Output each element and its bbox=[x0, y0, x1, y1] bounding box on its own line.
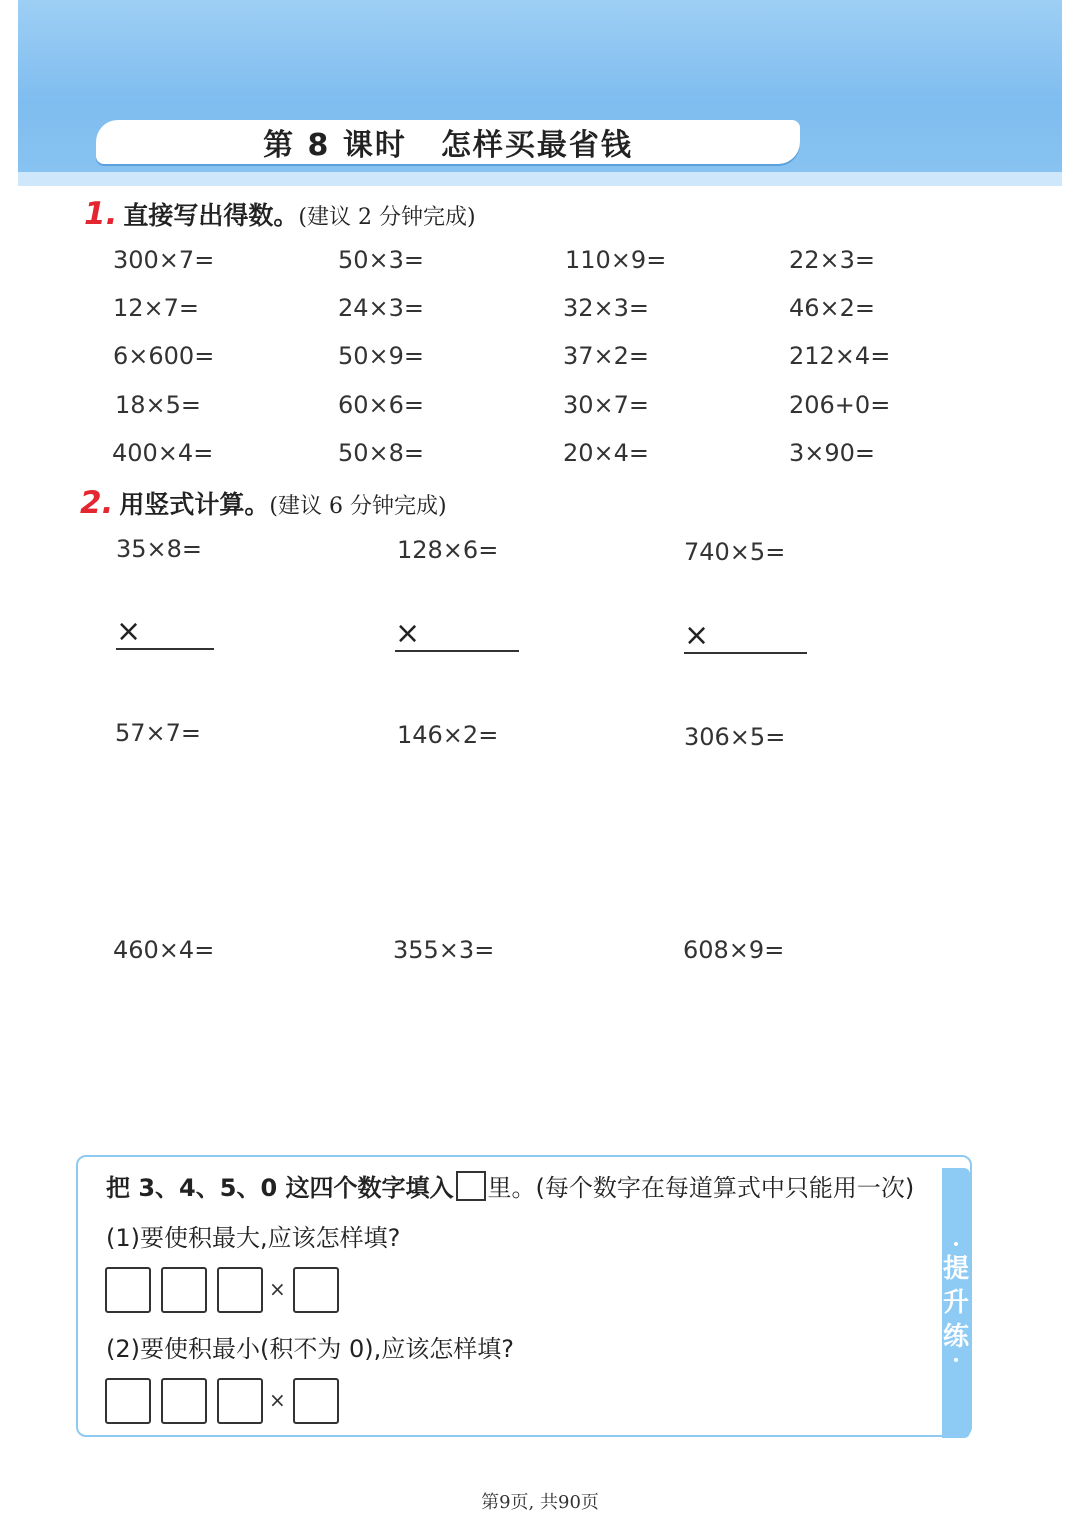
vertical-times-sign: × bbox=[684, 618, 710, 653]
side-tab-improve bbox=[942, 1168, 970, 1438]
oral-calc-item: 12×7= bbox=[113, 294, 200, 322]
vertical-calc-item: 128×6= bbox=[397, 536, 499, 564]
side-tab-char: 升 bbox=[942, 1288, 969, 1318]
vertical-calc-item: 740×5= bbox=[684, 538, 786, 566]
oral-calc-item: 110×9= bbox=[565, 246, 667, 274]
section1-title: 直接写出得数。 bbox=[123, 201, 299, 230]
lesson-title: 怎样买最省钱 bbox=[440, 128, 633, 163]
oral-calc-item: 20×4= bbox=[563, 439, 650, 467]
oral-calc-item: 46×2= bbox=[789, 294, 876, 322]
header-stripe bbox=[18, 172, 1062, 186]
section2-title: 用竖式计算。 bbox=[119, 490, 270, 519]
oral-calc-item: 300×7= bbox=[113, 246, 215, 274]
vertical-calc-item: 306×5= bbox=[684, 723, 786, 751]
oral-calc-item: 50×3= bbox=[338, 246, 425, 274]
oral-calc-item: 50×9= bbox=[338, 342, 425, 370]
vertical-calc-item: 460×4= bbox=[113, 936, 215, 964]
lesson-title-bar bbox=[96, 120, 800, 164]
side-tab-char: 提 bbox=[942, 1254, 969, 1284]
side-tab-dot: • bbox=[951, 1353, 961, 1369]
vertical-answer-line bbox=[395, 650, 519, 652]
answer-box[interactable] bbox=[161, 1267, 207, 1313]
practice-instruction bbox=[106, 1168, 914, 1203]
question-2: (2)要使积最小(积不为 0),应该怎样填? bbox=[106, 1335, 514, 1363]
oral-calc-item: 206+0= bbox=[789, 391, 891, 419]
vertical-calc-item: 146×2= bbox=[397, 721, 499, 749]
section1-heading bbox=[84, 196, 476, 232]
oral-calc-item: 50×8= bbox=[338, 439, 425, 467]
times-sign: × bbox=[269, 1277, 286, 1301]
instruction-text-after: 里。(每个数字在每道算式中只能用一次) bbox=[487, 1174, 915, 1202]
section2-number: 2. bbox=[80, 485, 114, 521]
oral-calc-item: 212×4= bbox=[789, 342, 891, 370]
vertical-times-sign: × bbox=[116, 614, 142, 649]
answer-box[interactable] bbox=[293, 1267, 339, 1313]
answer-box[interactable] bbox=[105, 1378, 151, 1424]
oral-calc-item: 22×3= bbox=[789, 246, 876, 274]
side-tab-dot: • bbox=[951, 1237, 961, 1253]
instruction-text-before: 把 3、4、5、0 这四个数字填入 bbox=[106, 1174, 454, 1202]
section1-hint: (建议 2 分钟完成) bbox=[298, 205, 476, 230]
answer-box[interactable] bbox=[293, 1378, 339, 1424]
oral-calc-item: 32×3= bbox=[563, 294, 650, 322]
times-sign: × bbox=[269, 1388, 286, 1412]
vertical-calc-item: 608×9= bbox=[683, 936, 785, 964]
vertical-calc-item: 35×8= bbox=[116, 535, 203, 563]
vertical-calc-item: 355×3= bbox=[393, 936, 495, 964]
inline-box-icon bbox=[456, 1171, 486, 1201]
oral-calc-item: 400×4= bbox=[112, 439, 214, 467]
vertical-calc-item: 57×7= bbox=[115, 719, 202, 747]
section1-number: 1. bbox=[84, 196, 118, 232]
answer-box[interactable] bbox=[105, 1267, 151, 1313]
question-1: (1)要使积最大,应该怎样填? bbox=[106, 1224, 401, 1252]
oral-calc-item: 30×7= bbox=[563, 391, 650, 419]
side-tab-char: 练 bbox=[942, 1322, 969, 1352]
answer-box[interactable] bbox=[217, 1378, 263, 1424]
answer-box[interactable] bbox=[161, 1378, 207, 1424]
oral-calc-item: 37×2= bbox=[563, 342, 650, 370]
oral-calc-item: 24×3= bbox=[338, 294, 425, 322]
oral-calc-item: 60×6= bbox=[338, 391, 425, 419]
section2-heading bbox=[80, 485, 447, 521]
oral-calc-item: 3×90= bbox=[789, 439, 876, 467]
vertical-times-sign: × bbox=[395, 616, 421, 651]
page-footer: 第9页, 共90页 bbox=[481, 1492, 599, 1513]
oral-calc-item: 6×600= bbox=[113, 342, 215, 370]
oral-calc-item: 18×5= bbox=[115, 391, 202, 419]
vertical-answer-line bbox=[684, 652, 807, 654]
answer-box[interactable] bbox=[217, 1267, 263, 1313]
lesson-number: 第 8 课时 bbox=[263, 128, 407, 163]
section2-hint: (建议 6 分钟完成) bbox=[269, 494, 447, 519]
vertical-answer-line bbox=[116, 648, 214, 650]
